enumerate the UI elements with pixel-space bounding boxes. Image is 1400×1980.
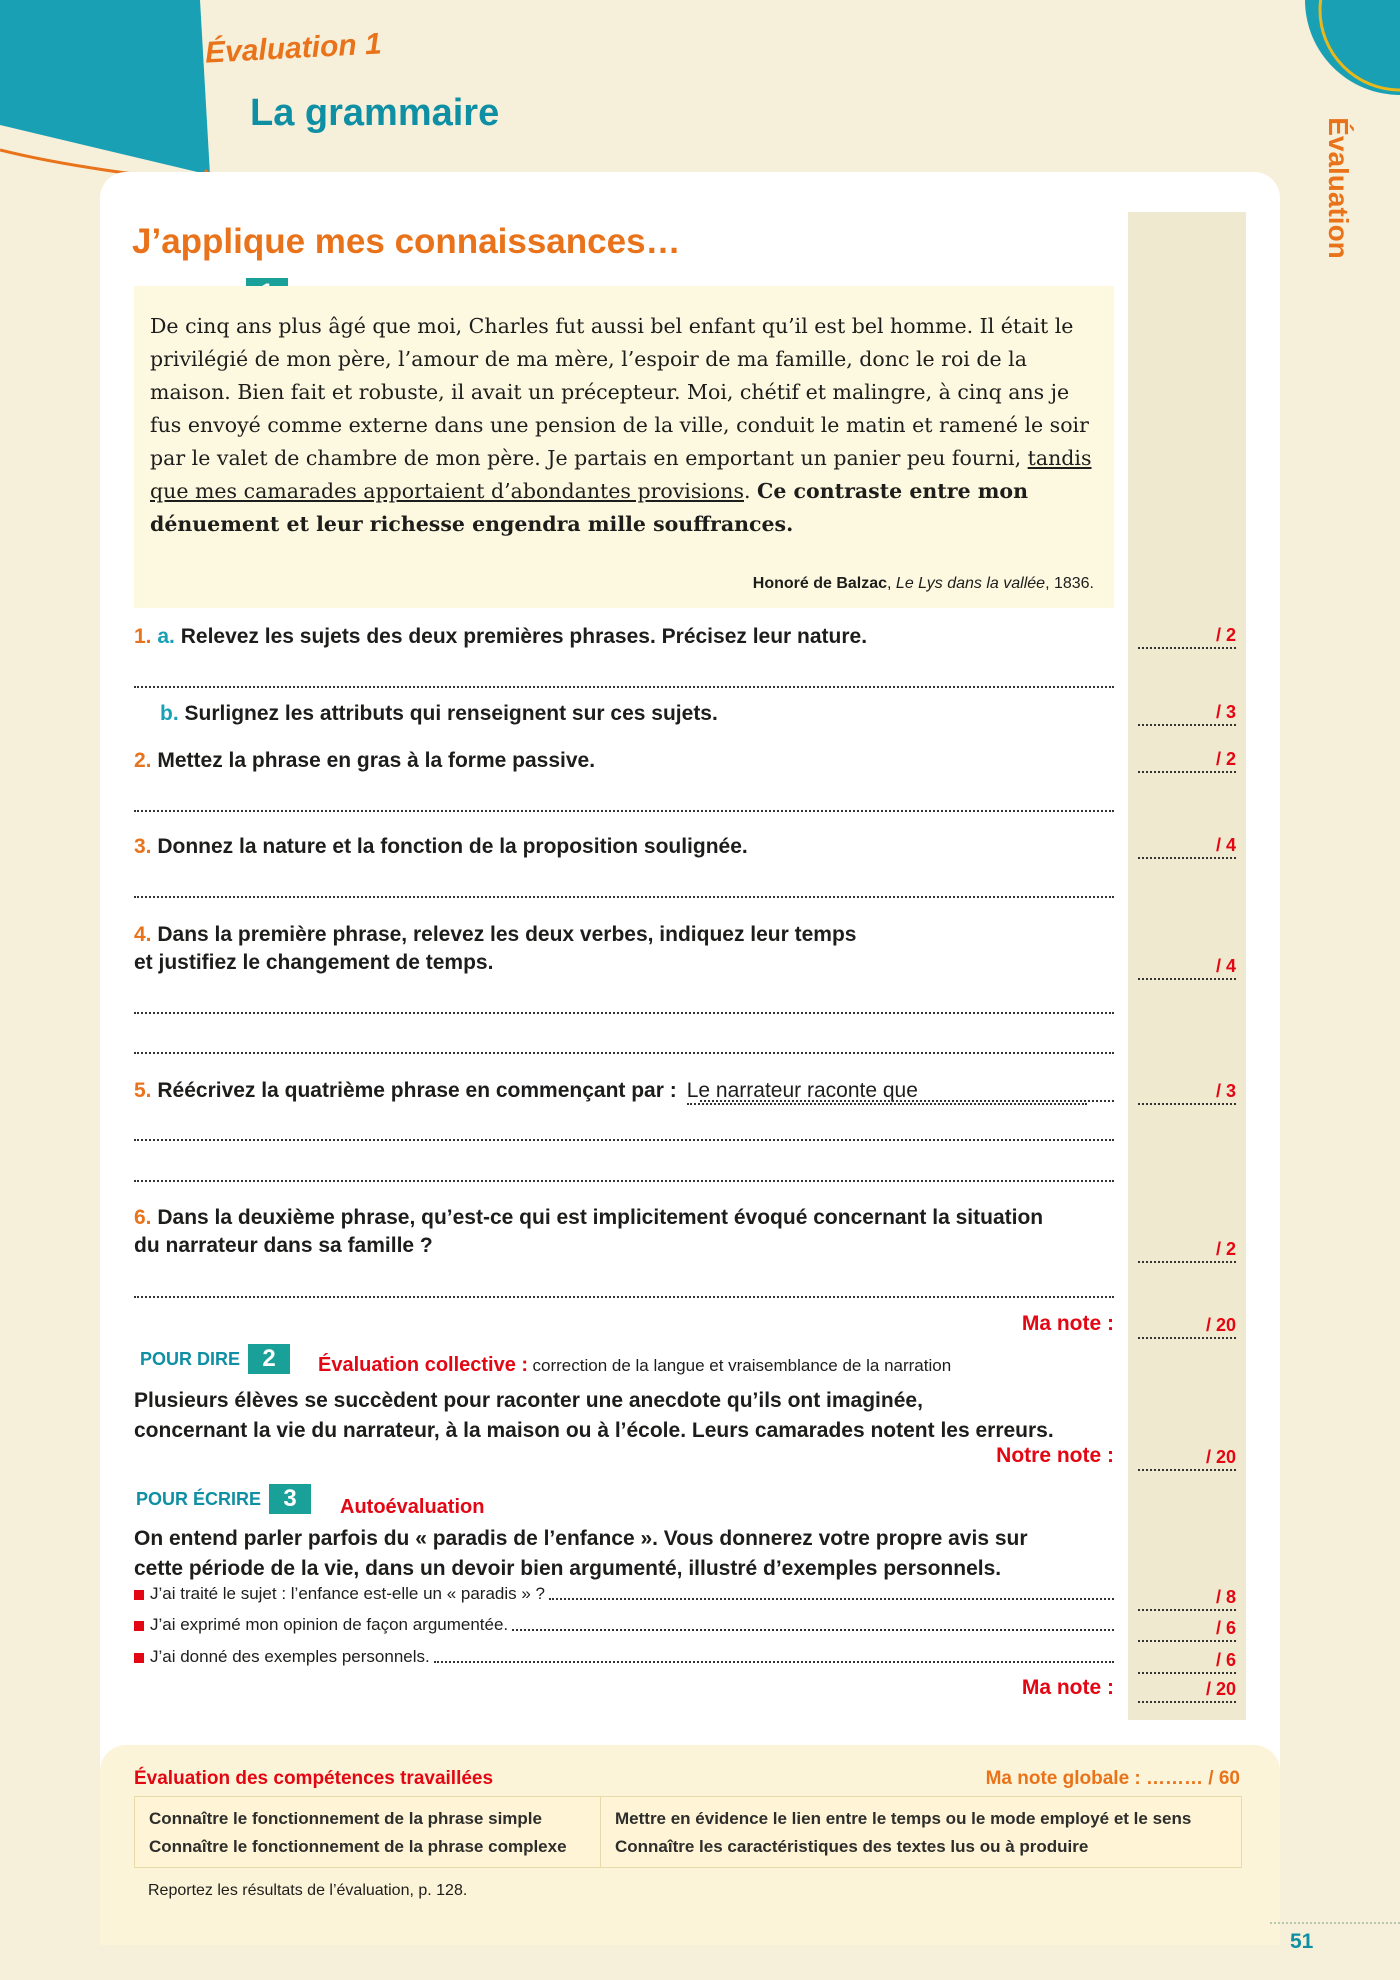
question-1a: 1. a. Relevez les sujets des deux premières phrases. Précisez leur nature. bbox=[134, 625, 868, 648]
bullet-square-icon bbox=[134, 1590, 144, 1600]
corner-decoration-right bbox=[1290, 0, 1400, 100]
report-note: Reportez les résultats de l’évaluation, p. 128. bbox=[148, 1882, 468, 1899]
answer-line[interactable] bbox=[134, 1180, 1114, 1182]
group-note-score[interactable]: / 20 bbox=[1138, 1443, 1236, 1471]
dire-instruction: Plusieurs élèves se succèdent pour raconter une anecdote qu’ils ont imaginée, concernant la vie du narrateur, à la maison ou à l’école. Leurs camarades notent les erreurs. bbox=[134, 1389, 1054, 1442]
prefilled-answer[interactable]: Le narrateur raconte que bbox=[687, 1079, 1087, 1105]
total-label: Ma note : bbox=[1021, 1312, 1114, 1335]
competences-col-2: Mettre en évidence le lien entre le temps ou le mode employé et le sens Connaître les caractéristiques des textes lus ou à produire bbox=[615, 1809, 1192, 1856]
competences-table bbox=[134, 1796, 1242, 1868]
page-divider bbox=[1270, 1922, 1400, 1924]
question-2: 2. Mettez la phrase en gras à la forme passive. bbox=[134, 749, 596, 772]
question-3: 3. Donnez la nature et la fonction de la proposition soulignée. bbox=[134, 835, 748, 858]
score-q5[interactable]: / 3 bbox=[1138, 1077, 1236, 1105]
side-label: Évaluation bbox=[1323, 117, 1354, 259]
answer-line[interactable] bbox=[134, 896, 1114, 898]
collective-evaluation: Évaluation collective : correction de la langue et vraisemblance de la narration bbox=[318, 1354, 952, 1376]
score-q6[interactable]: / 2 bbox=[1138, 1235, 1236, 1263]
score-q1b[interactable]: / 3 bbox=[1138, 698, 1236, 726]
page-number: 51 bbox=[1290, 1930, 1314, 1953]
score-q2[interactable]: / 2 bbox=[1138, 745, 1236, 773]
question-1b: b. Surlignez les attributs qui renseignent sur ces sujets. bbox=[160, 702, 718, 725]
score-q1a[interactable]: / 2 bbox=[1138, 621, 1236, 649]
excerpt-source: Honoré de Balzac, Le Lys dans la vallée, 1836. bbox=[752, 575, 1094, 592]
answer-line[interactable] bbox=[700, 1100, 1114, 1102]
total-score[interactable]: / 20 bbox=[1138, 1311, 1236, 1339]
criterion-1-score[interactable]: / 8 bbox=[1138, 1583, 1236, 1611]
bold-sentence: Ce contraste entre mon dénuement et leur richesse engendra mille souffrances. bbox=[150, 479, 1029, 536]
bullet-square-icon bbox=[134, 1621, 144, 1631]
answer-line[interactable] bbox=[134, 1012, 1114, 1014]
answer-line[interactable] bbox=[134, 1052, 1114, 1054]
badge-pour-ecrire: POUR ÉCRIRE 3 bbox=[136, 1484, 311, 1514]
competences-col-1: Connaître le fonctionnement de la phrase simple Connaître le fonctionnement de la phrase complexe bbox=[135, 1797, 601, 1867]
ecrire-note-label: Ma note : bbox=[1021, 1676, 1114, 1699]
page-title: La grammaire bbox=[250, 92, 500, 134]
global-score[interactable]: Ma note globale : ……… / 60 bbox=[985, 1768, 1240, 1789]
answer-line[interactable] bbox=[134, 686, 1114, 688]
badge-pour-dire: POUR DIRE 2 bbox=[140, 1344, 290, 1374]
bullet-square-icon bbox=[134, 1653, 144, 1663]
ecrire-instruction: On entend parler parfois du « paradis de l’enfance ». Vous donnerez votre propre avis sur cette période de la vie, dans un devoir bien argumenté, illustré d’exemples personnels. bbox=[134, 1527, 1028, 1580]
criterion-3-score[interactable]: / 6 bbox=[1138, 1646, 1236, 1674]
criterion-2: J’ai exprimé mon opinion de façon argumentée. bbox=[134, 1615, 1114, 1635]
underlined-clause: tandis que mes camarades apportaient d’abondantes provisions bbox=[150, 446, 1092, 503]
answer-line[interactable] bbox=[134, 1296, 1114, 1298]
question-6: 6. Dans la deuxième phrase, qu’est-ce qui est implicitement évoqué concernant la situation du narrateur dans sa famille ? bbox=[134, 1206, 1044, 1257]
corner-decoration bbox=[0, 0, 260, 200]
score-q4[interactable]: / 4 bbox=[1138, 952, 1236, 980]
ecrire-note-score[interactable]: / 20 bbox=[1138, 1675, 1236, 1703]
criterion-3: J’ai donné des exemples personnels. bbox=[134, 1647, 1114, 1667]
evaluation-kicker: Évaluation 1 bbox=[204, 27, 383, 70]
score-q3[interactable]: / 4 bbox=[1138, 831, 1236, 859]
criterion-1: J’ai traité le sujet : l’enfance est-elle un « paradis » ? bbox=[134, 1584, 1114, 1604]
question-5: 5. Réécrivez la quatrième phrase en commençant par : Le narrateur raconte que bbox=[134, 1077, 1087, 1105]
group-note-label: Notre note : bbox=[996, 1444, 1114, 1467]
answer-line[interactable] bbox=[134, 1139, 1114, 1141]
section-heading: J’applique mes connaissances… bbox=[132, 222, 681, 261]
self-evaluation-label: Autoévaluation bbox=[340, 1496, 485, 1518]
answer-line[interactable] bbox=[134, 810, 1114, 812]
question-4: 4. Dans la première phrase, relevez les deux verbes, indiquez leur temps et justifiez le changement de temps. bbox=[134, 923, 857, 974]
competences-title: Évaluation des compétences travaillées bbox=[134, 1768, 494, 1789]
literary-excerpt: De cinq ans plus âgé que moi, Charles fut aussi bel enfant qu’il est bel homme. Il était le privilégié de mon père, l’amour de ma mère, l’espoir de ma famille, donc le roi de la maison. Bien fait et robuste, il avait un précepteur. Moi, chétif et malingre, à cinq ans je fus envoyé comme externe dans une pension de la ville, conduit le matin et ramené le soir par le valet de chambre de mon père. Je partais en emportant un panier peu fourni, tandis que mes camarades apportaient d’abondantes provisions. Ce contraste entre mon dénuement et leur richesse engendra mille souffrances. Honoré de Balzac, Le Lys dans la vallée, 1836. bbox=[134, 286, 1114, 608]
criterion-2-score[interactable]: / 6 bbox=[1138, 1614, 1236, 1642]
